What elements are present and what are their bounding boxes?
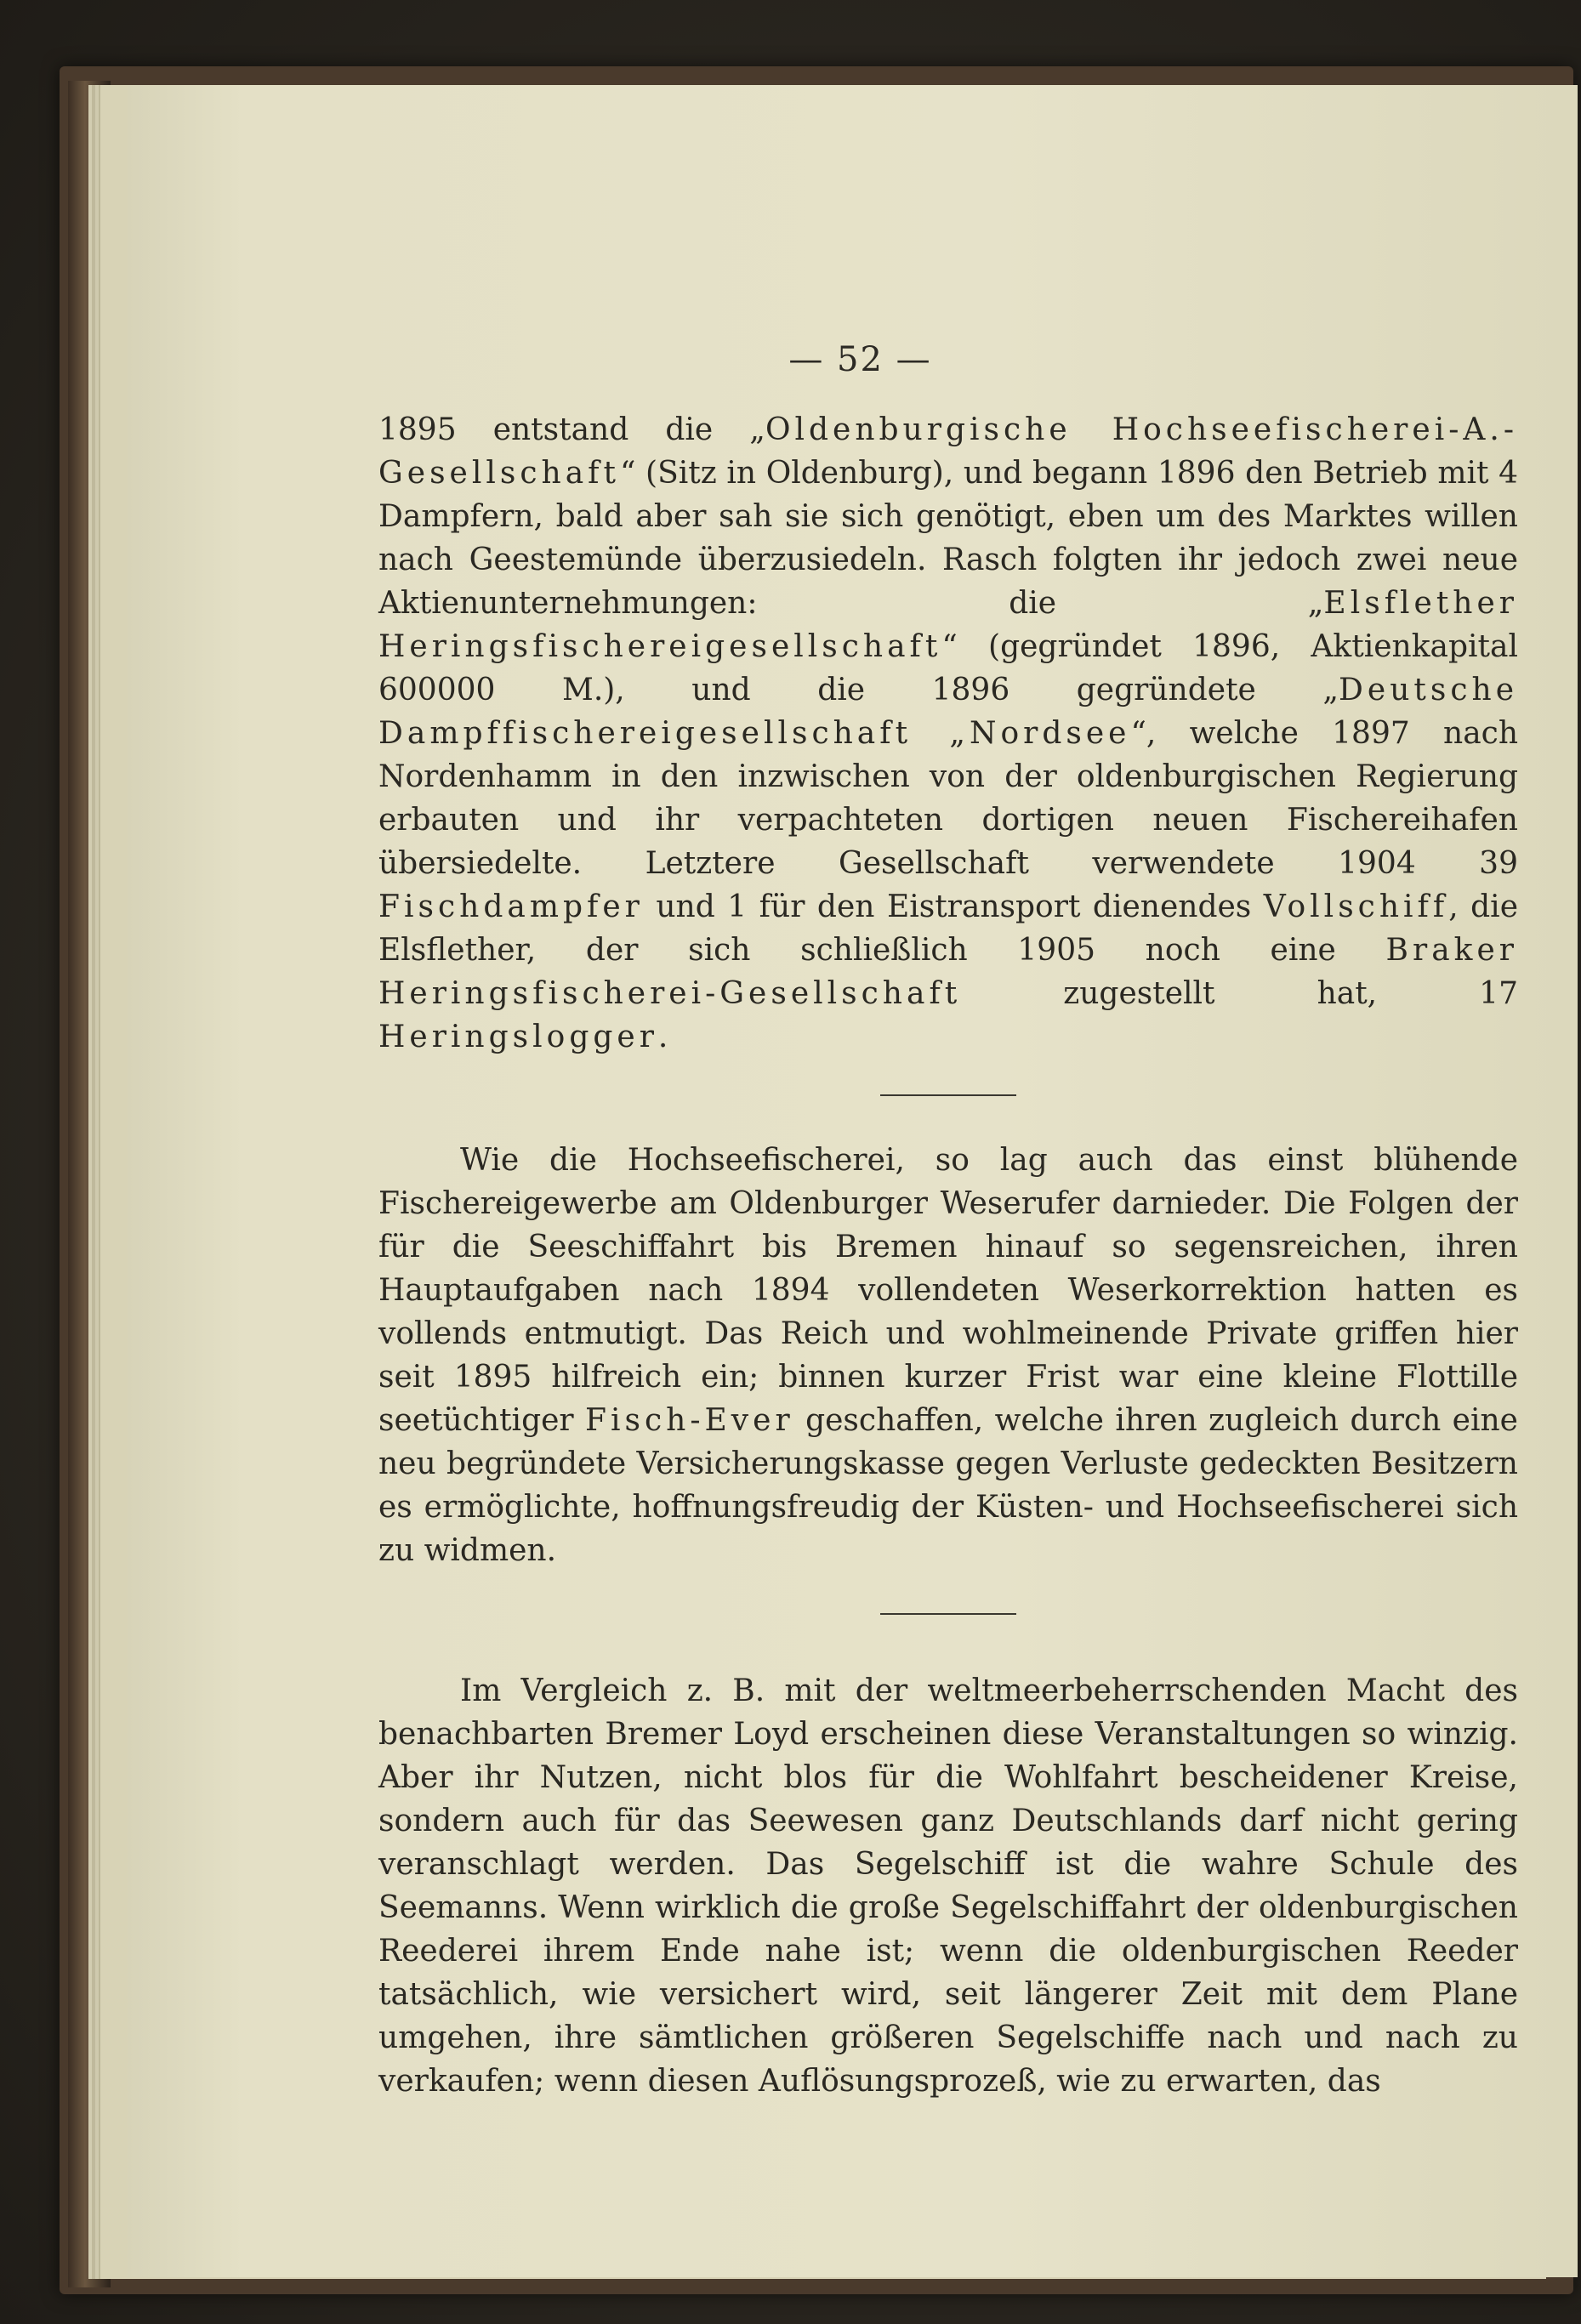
text-run: 1895 entstand die „ xyxy=(378,412,765,447)
emphasized-text: Braker Heringsfischerei-Gesellschaft xyxy=(378,933,1518,1011)
paragraph-2 xyxy=(378,1139,1518,1572)
text-run: . xyxy=(657,1020,668,1054)
paragraph-3 xyxy=(378,1669,1518,2103)
emphasized-text: Oldenburgische Hochseefischerei-A.-Gesellschaft xyxy=(378,412,1518,491)
emphasized-text: Vollschiff xyxy=(1263,889,1449,924)
book-page xyxy=(128,85,1578,2277)
text-run: Wie die Hochseefischerei, so lag auch das einst blühende Fischereigewerbe am Oldenburger Weserufer darnieder. Die Folgen der für die Seeschiffahrt bis Bremen hinauf so segensreichen, ihren Hauptaufgaben nach 1894 vollendeten Weserkorrektion hatten es vollends entmutigt. Das Reich und wohlmeinende Private griffen hier seit 1895 hilfreich ein; binnen kurzer Frist war eine kleine Flottille seetüchtiger xyxy=(378,1143,1518,1438)
text-block xyxy=(378,408,1518,2103)
page-number: — 52 — xyxy=(788,340,932,379)
emphasized-text: Heringslogger xyxy=(378,1020,658,1054)
text-run: “ (Sitz in Oldenburg), und begann 1896 den Betrieb mit 4 Dampfern, bald aber sah sie sich genötigt, eben um des Marktes willen nach Geestemünde überzusiedeln. Rasch folgten ihr jedoch zwei neue Aktienunternehmungen: die „ xyxy=(378,456,1518,621)
emphasized-text: Elsflether Heringsfischereigesellschaft xyxy=(378,586,1518,664)
text-run: zugestellt hat, 17 xyxy=(961,976,1518,1011)
text-run: , die Elsflether, der sich schließlich 1905 noch eine xyxy=(378,889,1518,968)
text-run: “ (gegründet 1896, Aktienkapital 600000 M.), und die 1896 gegründete „ xyxy=(378,629,1518,707)
paragraph-1 xyxy=(378,408,1518,1059)
emphasized-text: Fisch-Ever xyxy=(585,1403,794,1438)
text-run: Im Vergleich z. B. mit der weltmeerbeherrschenden Macht des benachbarten Bremer Loyd erscheinen diese Veranstaltungen so winzig. Aber ihr Nutzen, nicht blos für die Wohlfahrt bescheidener Kreise, sondern auch für das Seewesen ganz Deutschlands darf nicht gering veranschlagt werden. Das Segelschiff ist die wahre Schule des Seemanns. Wenn wirklich die große Segelschiffahrt der oldenburgischen Reederei ihrem Ende nahe ist; wenn die oldenburgischen Reeder tatsächlich, wie versichert wird, seit längerer Zeit mit dem Plane umgehen, ihre sämtlichen größeren Segelschiffe nach und nach zu verkaufen; wenn diesen Auflösungsprozeß, wie zu erwarten, das xyxy=(378,1673,1518,2099)
text-run: geschaffen, welche ihren zugleich durch eine neu begründete Versicherungskasse gegen Verluste gedeckten Besitzern es ermöglichte, hoffnungsfreudig der Küsten- und Hochseefischerei sich zu widmen. xyxy=(378,1403,1518,1568)
emphasized-text: Fischdampfer xyxy=(378,889,644,924)
emphasized-text: Deutsche Dampffischereigesellschaft „Nordsee xyxy=(378,673,1518,751)
text-run: und 1 für den Eistransport dienendes xyxy=(643,889,1264,924)
section-divider xyxy=(880,1613,1016,1615)
text-run: “, welche 1897 nach Nordenhamm in den inzwischen von der oldenburgischen Regierung erbauten und ihr verpachteten dortigen neuen Fischereihafen übersiedelte. Letztere Gesellschaft verwendete 1904 39 xyxy=(378,716,1518,881)
section-divider xyxy=(880,1094,1016,1096)
